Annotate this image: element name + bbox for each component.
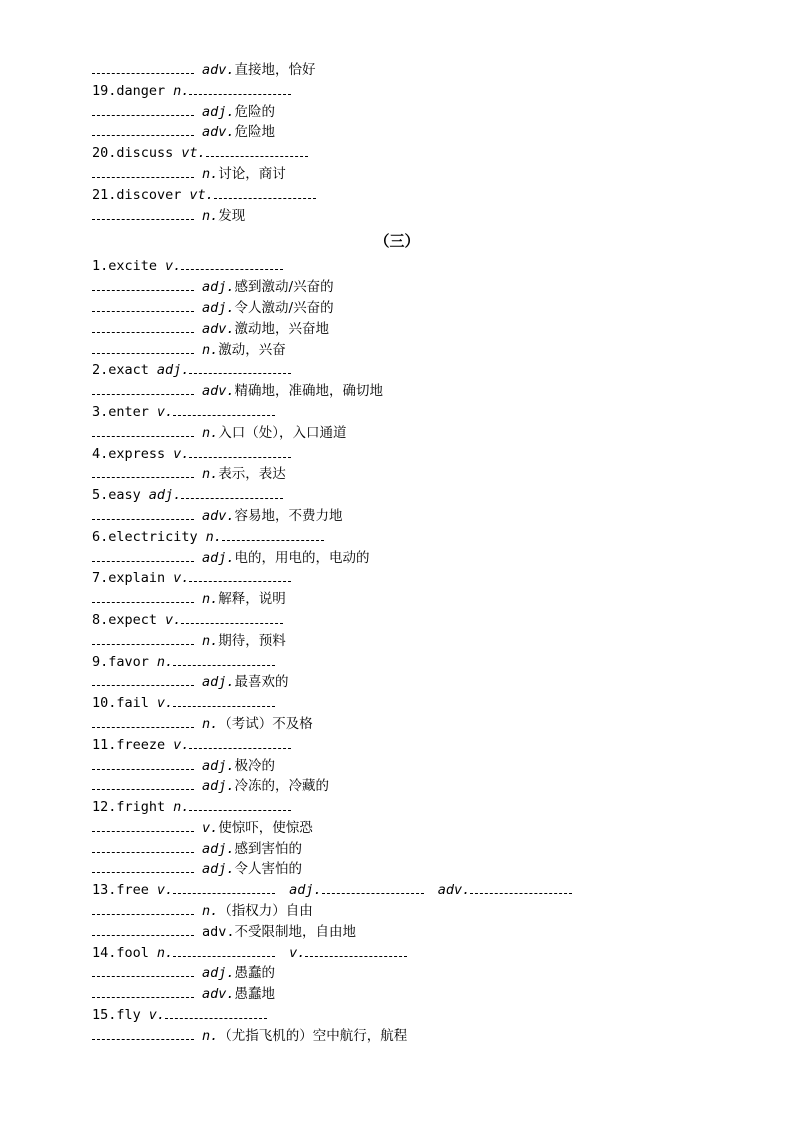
derivative-line [92,319,732,340]
derivative-line [92,631,732,652]
answer-blank[interactable] [92,381,194,395]
entry-number: 21. [92,186,117,203]
part-of-speech: v. [156,695,174,712]
part-of-speech: n. [205,528,222,545]
translation: （尤指飞机的）空中航行，航程 [218,1027,408,1044]
entry-number: 2. [92,362,109,379]
translation: 不受限制地，自由地 [234,923,357,940]
vocab-entry [92,880,732,901]
part-of-speech: adj. [202,103,235,120]
entry-number: 14. [92,944,117,961]
answer-blank[interactable] [165,1005,267,1019]
part-of-speech: adj. [202,861,235,878]
answer-blank[interactable] [214,185,316,199]
derivative-line [92,963,732,984]
headword: freeze [116,736,166,753]
part-of-speech: adj. [202,279,235,296]
vocab-entry [92,527,732,548]
headword: free [116,882,149,899]
vocab-entry [92,735,732,756]
part-of-speech: adj. [202,549,235,566]
derivative-line [92,672,732,693]
vocab-entry [92,402,732,423]
derivative-line [92,464,732,485]
part-of-speech: n. [202,165,219,182]
answer-blank[interactable] [92,818,194,832]
derivative-line [92,818,732,839]
derivative-line [92,102,732,123]
answer-blank[interactable] [92,423,194,437]
part-of-speech: v. [165,611,182,628]
translation: 电的，用电的，电动的 [234,549,370,566]
part-of-speech: adv. [202,124,235,141]
part-of-speech: n. [202,1027,219,1044]
vocab-entry [92,943,732,964]
headword: expect [108,611,158,628]
part-of-speech: adv. [202,986,235,1003]
part-of-speech: v. [173,445,190,462]
translation: 感到激动/兴奋的 [234,279,334,296]
part-of-speech: n. [156,653,174,670]
answer-blank[interactable] [92,102,194,116]
translation: 愚蠢的 [234,965,276,982]
answer-blank[interactable] [92,963,194,977]
vocab-entry [92,610,732,631]
part-of-speech: adv. [202,507,235,524]
derivative-line [92,277,732,298]
answer-blank[interactable] [92,277,194,291]
answer-blank[interactable] [92,984,194,998]
part-of-speech: adv. [202,383,235,400]
worksheet [92,60,732,1047]
vocab-entry [92,1005,732,1026]
vocab-entry [92,485,732,506]
part-of-speech: adj. [289,882,322,899]
part-of-speech: adj. [202,674,235,691]
part-of-speech: v. [148,1007,166,1024]
answer-blank[interactable] [92,60,194,74]
answer-blank[interactable] [173,693,275,707]
part-of-speech: adj. [148,487,182,504]
part-of-speech: n. [202,424,219,441]
translation: 令人害怕的 [234,861,303,878]
derivative-line [92,839,732,860]
answer-blank[interactable] [92,631,194,645]
derivative-line [92,776,732,797]
part-of-speech: n. [202,591,219,608]
answer-blank[interactable] [189,444,291,458]
derivative-line [92,164,732,185]
part-of-speech: adj. [202,965,235,982]
answer-blank[interactable] [173,880,275,894]
part-of-speech: adv. [437,882,471,899]
translation: 容易地，不费力地 [234,507,343,524]
entry-number: 8. [92,611,109,628]
translation: 表示，表达 [218,466,286,483]
headword: discover [116,186,182,203]
entry-number: 19. [92,82,117,99]
derivative-line [92,922,732,943]
vocab-entry [92,444,732,465]
translation: （指权力）自由 [218,903,313,920]
derivative-line [92,548,732,569]
derivative-line [92,1026,732,1047]
translation: 极冷的 [234,757,276,774]
translation: 感到害怕的 [234,840,303,857]
part-of-speech: n. [202,341,219,358]
vocab-entry [92,256,732,277]
answer-blank[interactable] [92,859,194,873]
entry-number: 5. [92,487,109,504]
answer-blank[interactable] [92,589,194,603]
vocab-entry [92,185,732,206]
translation: 危险的 [234,103,276,120]
derivative-line [92,423,732,444]
part-of-speech: n. [202,903,219,920]
answer-blank[interactable] [92,206,194,220]
part-of-speech: v. [165,258,182,275]
translation: （考试）不及格 [218,715,313,732]
translation: 冷冻的，冷藏的 [234,778,330,795]
answer-blank[interactable] [92,672,194,686]
derivative-line [92,340,732,361]
answer-blank[interactable] [470,880,572,894]
headword: explain [108,570,166,587]
derivative-line [92,714,732,735]
answer-blank[interactable] [92,756,194,770]
answer-blank[interactable] [189,360,291,374]
answer-blank[interactable] [181,610,283,624]
answer-blank[interactable] [189,568,291,582]
answer-blank[interactable] [92,714,194,728]
part-of-speech: adj. [202,757,235,774]
headword: fool [116,944,149,961]
answer-blank[interactable] [92,506,194,520]
translation: 愚蠢地 [234,986,276,1003]
entry-number: 12. [92,799,117,816]
headword: fly [116,1007,141,1024]
translation: 使惊吓，使惊恐 [218,819,313,836]
entry-number: 20. [92,145,117,162]
translation: 激动，兴奋 [218,341,286,358]
part-of-speech: n. [202,632,219,649]
headword: excite [108,258,158,275]
translation: 激动地，兴奋地 [234,320,330,337]
answer-blank[interactable] [92,776,194,790]
entry-number: 4. [92,445,109,462]
section-heading: （三） [374,232,420,251]
answer-blank[interactable] [181,485,283,499]
headword: fright [116,799,166,816]
translation: 危险地 [234,124,276,141]
headword: electricity [108,528,198,545]
vocab-entry [92,693,732,714]
part-of-speech: adv. [202,320,235,337]
derivative-line [92,756,732,777]
answer-blank[interactable] [92,298,194,312]
translation: 发现 [218,207,246,224]
answer-blank[interactable] [92,164,194,178]
vocab-entry [92,143,732,164]
answer-blank[interactable] [92,839,194,853]
entry-number: 6. [92,528,109,545]
answer-blank[interactable] [189,735,291,749]
derivative-line [92,298,732,319]
answer-blank[interactable] [322,880,424,894]
derivative-line [92,859,732,880]
translation: 令人激动/兴奋的 [234,299,334,316]
part-of-speech: adv. [202,923,235,940]
part-of-speech: n. [173,799,190,816]
part-of-speech: n. [202,466,219,483]
translation: 期待，预料 [218,632,286,649]
vocab-entry [92,797,732,818]
answer-blank[interactable] [92,122,194,136]
part-of-speech: n. [156,944,174,961]
part-of-speech: adj. [202,778,235,795]
answer-blank[interactable] [173,652,275,666]
part-of-speech: adj. [202,840,235,857]
translation: 最喜欢的 [234,674,289,691]
answer-blank[interactable] [173,402,275,416]
headword: favor [108,653,149,670]
headword: express [108,445,166,462]
answer-blank[interactable] [189,81,291,95]
part-of-speech: v. [156,882,174,899]
answer-blank[interactable] [189,797,291,811]
derivative-line [92,506,732,527]
headword: danger [116,82,166,99]
derivative-line [92,206,732,227]
derivative-line [92,381,732,402]
answer-blank[interactable] [206,143,308,157]
entry-number: 13. [92,882,117,899]
derivative-line [92,901,732,922]
entry-number: 10. [92,695,117,712]
part-of-speech: vt. [181,145,206,162]
answer-blank[interactable] [92,922,194,936]
answer-blank[interactable] [92,1026,194,1040]
answer-blank[interactable] [92,319,194,333]
part-of-speech: v. [173,570,190,587]
derivative-line [92,589,732,610]
entry-number: 7. [92,570,109,587]
translation: 入口（处），入口通道 [218,424,347,441]
answer-blank[interactable] [305,943,407,957]
entry-number: 11. [92,736,117,753]
vocab-entry [92,81,732,102]
answer-blank[interactable] [181,256,283,270]
part-of-speech: n. [173,82,190,99]
part-of-speech: adv. [202,62,235,78]
headword: fail [116,695,149,712]
translation: 直接地，恰好 [234,62,316,78]
part-of-speech: n. [202,207,219,224]
translation: 讨论，商讨 [218,165,286,182]
part-of-speech: v. [156,403,174,420]
headword: enter [108,403,149,420]
headword: exact [108,362,149,379]
entry-number: 1. [92,258,109,275]
vocab-entry [92,652,732,673]
derivative-line [92,122,732,143]
derivative-line [92,984,732,1005]
entry-number: 9. [92,653,109,670]
part-of-speech: vt. [189,186,214,203]
headword: easy [108,487,141,504]
part-of-speech: adj. [202,299,235,316]
part-of-speech: n. [202,715,219,732]
answer-blank[interactable] [222,527,324,541]
answer-blank[interactable] [92,340,194,354]
headword: discuss [116,145,174,162]
part-of-speech: v. [173,736,190,753]
part-of-speech: v. [289,944,306,961]
part-of-speech: adj. [156,362,190,379]
answer-blank[interactable] [173,943,275,957]
answer-blank[interactable] [92,548,194,562]
entry-number: 3. [92,403,109,420]
answer-blank[interactable] [92,464,194,478]
translation: 解释，说明 [218,591,286,608]
vocab-entry [92,360,732,381]
vocab-entry [92,568,732,589]
entry-number: 15. [92,1007,117,1024]
derivative-line [92,60,732,81]
part-of-speech: v. [202,819,219,836]
answer-blank[interactable] [92,901,194,915]
translation: 精确地，准确地，确切地 [234,383,384,400]
